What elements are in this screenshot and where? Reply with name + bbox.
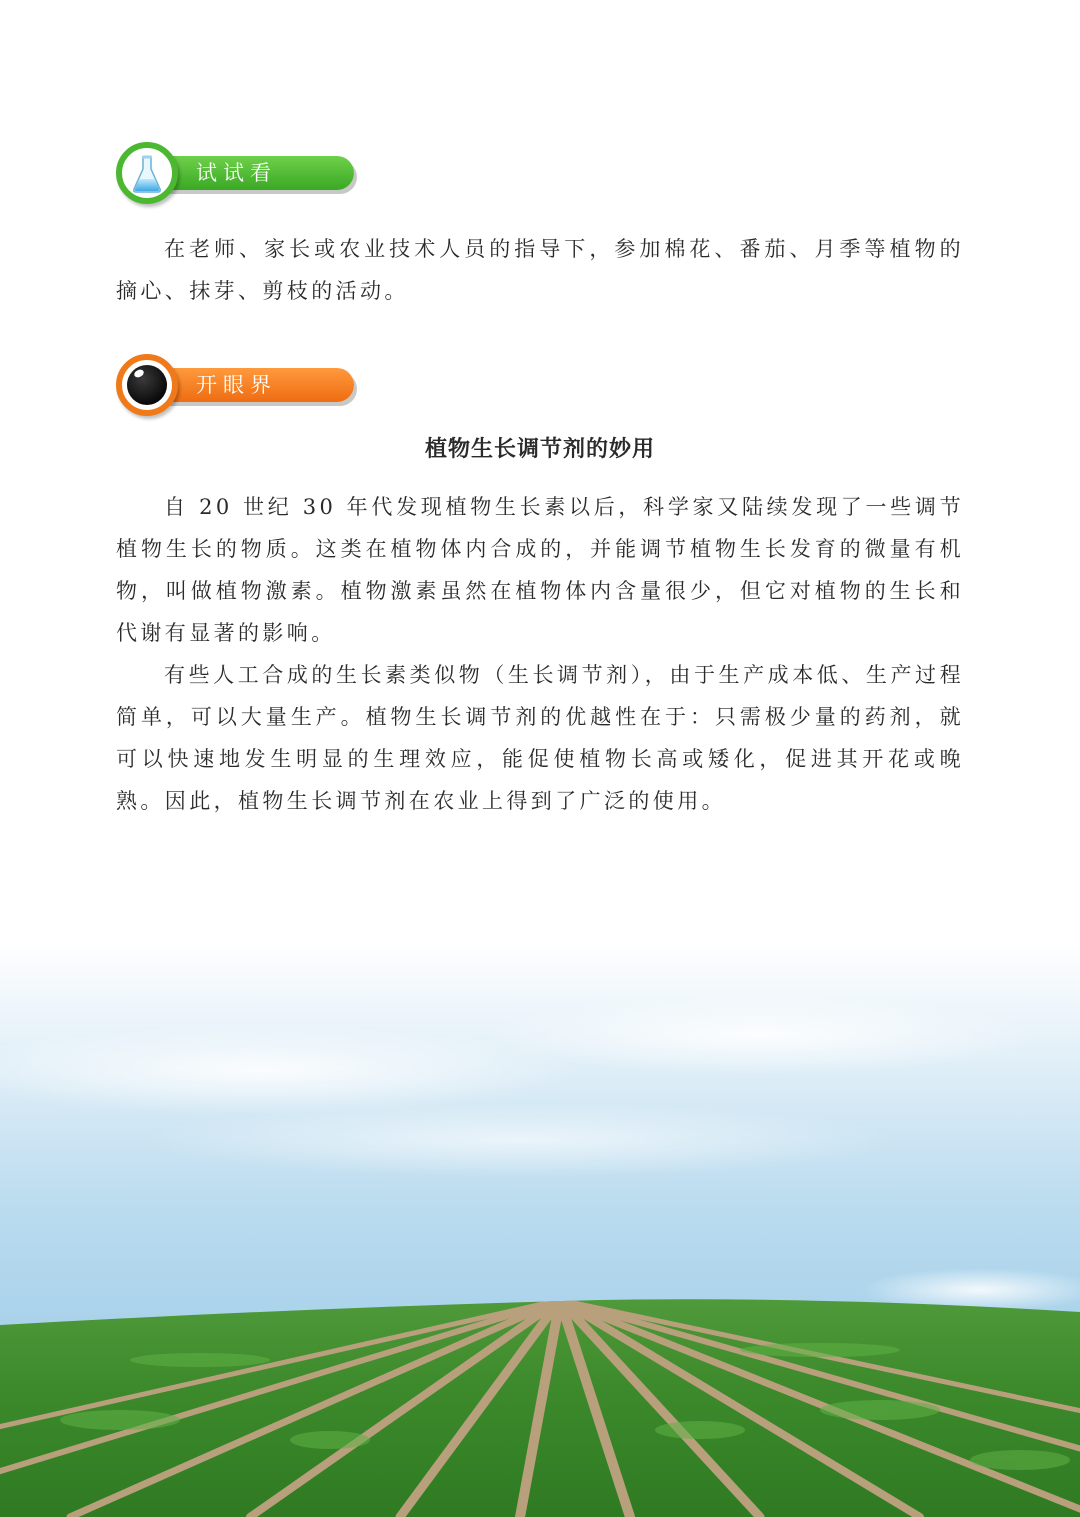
eye-opener-banner xyxy=(116,354,360,420)
article-paragraph: 有些人工合成的生长素类似物（生长调节剂），由于生产成本低、生产过程简单，可以大量生产。植物生长调节剂的优越性在于：只需极少量的药剂，就可以快速地发生明显的生理效应，能促使植物长高或矮化，促进其开花或晚熟。因此，植物生长调节剂在农业上得到了广泛的使用。 xyxy=(116,663,964,813)
article-paragraph: 自 20 世纪 30 年代发现植物生长素以后，科学家又陆续发现了一些调节植物生长的物质。这类在植物体内合成的，并能调节植物生长发育的微量有机物，叫做植物激素。植物激素虽然在植物体内含量很少，但它对植物的生长和代谢有显著的影响。 xyxy=(116,495,964,645)
try-it-badge xyxy=(116,142,178,204)
article-title: 植物生长调节剂的妙用 xyxy=(424,436,655,462)
farm-field-illustration xyxy=(0,940,1080,1517)
eye-opener-heading: 开眼界 xyxy=(196,373,277,397)
try-it-heading: 试试看 xyxy=(196,161,277,185)
flask-icon xyxy=(132,154,162,194)
try-it-text: 在老师、家长或农业技术人员的指导下，参加棉花、番茄、月季等植物的摘心、抹芽、剪枝的活动。 xyxy=(116,237,964,303)
eye-opener-badge xyxy=(116,354,178,416)
try-it-banner xyxy=(116,142,360,208)
eye-icon xyxy=(127,365,167,405)
